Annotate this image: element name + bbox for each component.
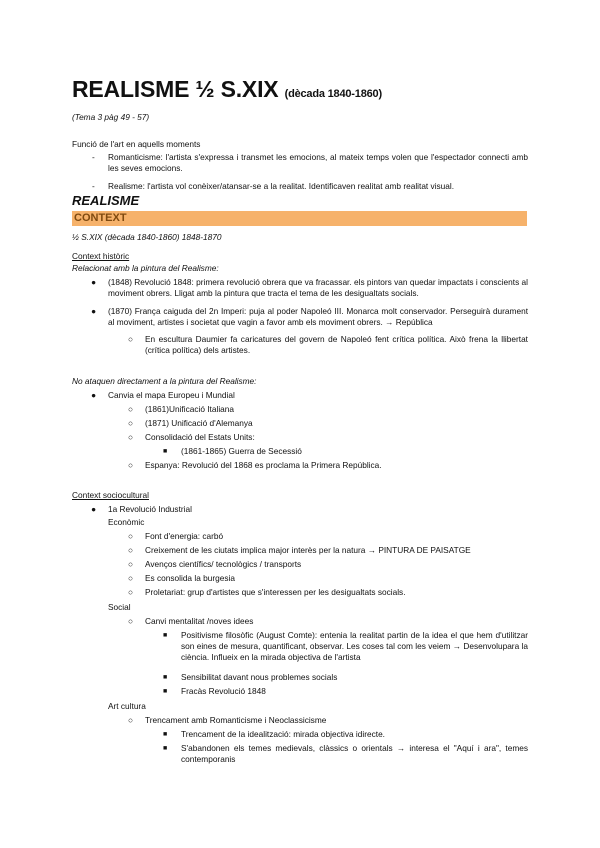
historic-daumier: En escultura Daumier fa caricatures del govern de Napoleó fent crítica política. Això frena la llibertat (crítica política) dels artistes. bbox=[145, 334, 528, 355]
context-label: CONTEXT bbox=[74, 212, 127, 224]
bullet-circle: ○ bbox=[128, 404, 134, 414]
bullet-circle: ○ bbox=[128, 559, 134, 569]
bullet-square: ■ bbox=[163, 632, 168, 639]
positivisme-item: Positivisme filosòfic (August Comte): entenia la realitat partin de la idea el que hem d'utilitzar son eines de mesura, quantificant, observar. Les coses tal com les veiem → Desenvolupara la ciència. Influeix en la mirada objectiva de l'artista bbox=[181, 630, 528, 662]
espanya-item: Espanya: Revolució del 1868 es proclama la Primera República. bbox=[145, 460, 382, 470]
title-main: REALISME ½ S.XIX bbox=[72, 76, 279, 102]
eco-item: Proletariat: grup d'artistes que s'interessen per les desigualtats socials. bbox=[145, 587, 406, 597]
eco-item: Avenços científics/ tecnològics / transports bbox=[145, 559, 302, 569]
bullet-circle: ○ bbox=[128, 616, 134, 626]
revolucio-industrial: 1a Revolució Industrial bbox=[108, 504, 192, 514]
eco-item: Font d'energia: carbó bbox=[145, 531, 224, 541]
bullet-circle: ○ bbox=[128, 715, 134, 725]
period-line: ½ S.XIX (dècada 1840-1860) 1848-1870 bbox=[72, 232, 222, 242]
bullet-dot: ● bbox=[91, 390, 97, 400]
bullet-circle: ○ bbox=[128, 573, 134, 583]
title-sub: (dècada 1840-1860) bbox=[284, 88, 382, 100]
bullet-circle: ○ bbox=[128, 334, 134, 344]
bullet-square: ■ bbox=[163, 448, 168, 455]
context-historic-heading: Context històric bbox=[72, 251, 130, 261]
bullet-circle: ○ bbox=[128, 531, 134, 541]
secessio-item: (1861-1865) Guerra de Secessió bbox=[181, 446, 302, 456]
bullet-dot: ● bbox=[91, 504, 97, 514]
bullet-dot: ● bbox=[91, 306, 97, 316]
historic-intro: Relacionat amb la pintura del Realisme: bbox=[72, 263, 219, 273]
canvi-mentalitat: Canvi mentalitat /noves idees bbox=[145, 616, 254, 626]
mapa-item-alemanya: (1871) Unificació d'Alemanya bbox=[145, 418, 253, 428]
tema-reference: (Tema 3 pàg 49 - 57) bbox=[72, 112, 150, 122]
funcio-heading: Funció de l'art en aquells moments bbox=[72, 139, 201, 149]
historic-item-1848: (1848) Revolució 1848: primera revolució obrera que va fracassar. els pintors van quedar impactats i conscients al moviment obrers. Lligat amb la pintura que tracta el tema de les desigualtats socials. bbox=[108, 277, 528, 298]
bullet-circle: ○ bbox=[128, 432, 134, 442]
bullet-dot: ● bbox=[91, 277, 97, 287]
idealitzacio-item: Trencament de la idealització: mirada objectiva idirecte. bbox=[181, 729, 385, 739]
fracas-item: Fracàs Revolució 1848 bbox=[181, 686, 266, 696]
bullet-square: ■ bbox=[163, 745, 168, 752]
economic-heading: Econòmic bbox=[108, 517, 145, 527]
social-heading: Social bbox=[108, 602, 131, 612]
funcio-item-romanticisme: Romanticisme: l'artista s'expressa i transmet les emocions, al mateix temps volen que l'espectador connecti amb les seves emocions. bbox=[108, 152, 528, 173]
historic-item-1870: (1870) França caiguda del 2n Imperi: puja al poder Napoleó III. Monarca molt conservador. Perseguirà durament al moviment, artistes i societat que vagin a favor amb els moviment obrers. → República bbox=[108, 306, 528, 327]
abandonen-item: S'abandonen els temes medievals, clàssics o orientals → interesa el "Aquí i ara", temes contemporanis bbox=[181, 743, 528, 764]
realisme-heading: REALISME bbox=[72, 193, 140, 208]
sensibilitat-item: Sensibilitat davant nous problemes socials bbox=[181, 672, 338, 682]
bullet-circle: ○ bbox=[128, 587, 134, 597]
dash-bullet: - bbox=[92, 181, 95, 191]
art-cultura-heading: Art cultura bbox=[108, 701, 146, 711]
eco-item: Creixement de les ciutats implica major interès per la natura → PINTURA DE PAISATGE bbox=[145, 545, 471, 555]
bullet-circle: ○ bbox=[128, 545, 134, 555]
dash-bullet: - bbox=[92, 152, 95, 162]
historic-intro2: No ataquen directament a la pintura del Realisme: bbox=[72, 376, 257, 386]
mapa-item: Canvia el mapa Europeu i Mundial bbox=[108, 390, 235, 400]
mapa-item-italia: (1861)Unificació Italiana bbox=[145, 404, 235, 414]
bullet-square: ■ bbox=[163, 688, 168, 695]
bullet-circle: ○ bbox=[128, 460, 134, 470]
bullet-square: ■ bbox=[163, 731, 168, 738]
mapa-item-eua: Consolidació del Estats Units: bbox=[145, 432, 255, 442]
eco-item: Es consolida la burgesia bbox=[145, 573, 235, 583]
bullet-square: ■ bbox=[163, 674, 168, 681]
trencament-item: Trencament amb Romanticisme i Neoclassicisme bbox=[145, 715, 327, 725]
context-socio-heading: Context sociocultural bbox=[72, 490, 150, 500]
context-section-bar bbox=[72, 211, 527, 226]
bullet-circle: ○ bbox=[128, 418, 134, 428]
page-title bbox=[72, 74, 382, 109]
funcio-item-realisme: Realisme: l'artista vol conèixer/atansar-se a la realitat. Identificaven realitat amb realitat visual. bbox=[108, 181, 455, 191]
